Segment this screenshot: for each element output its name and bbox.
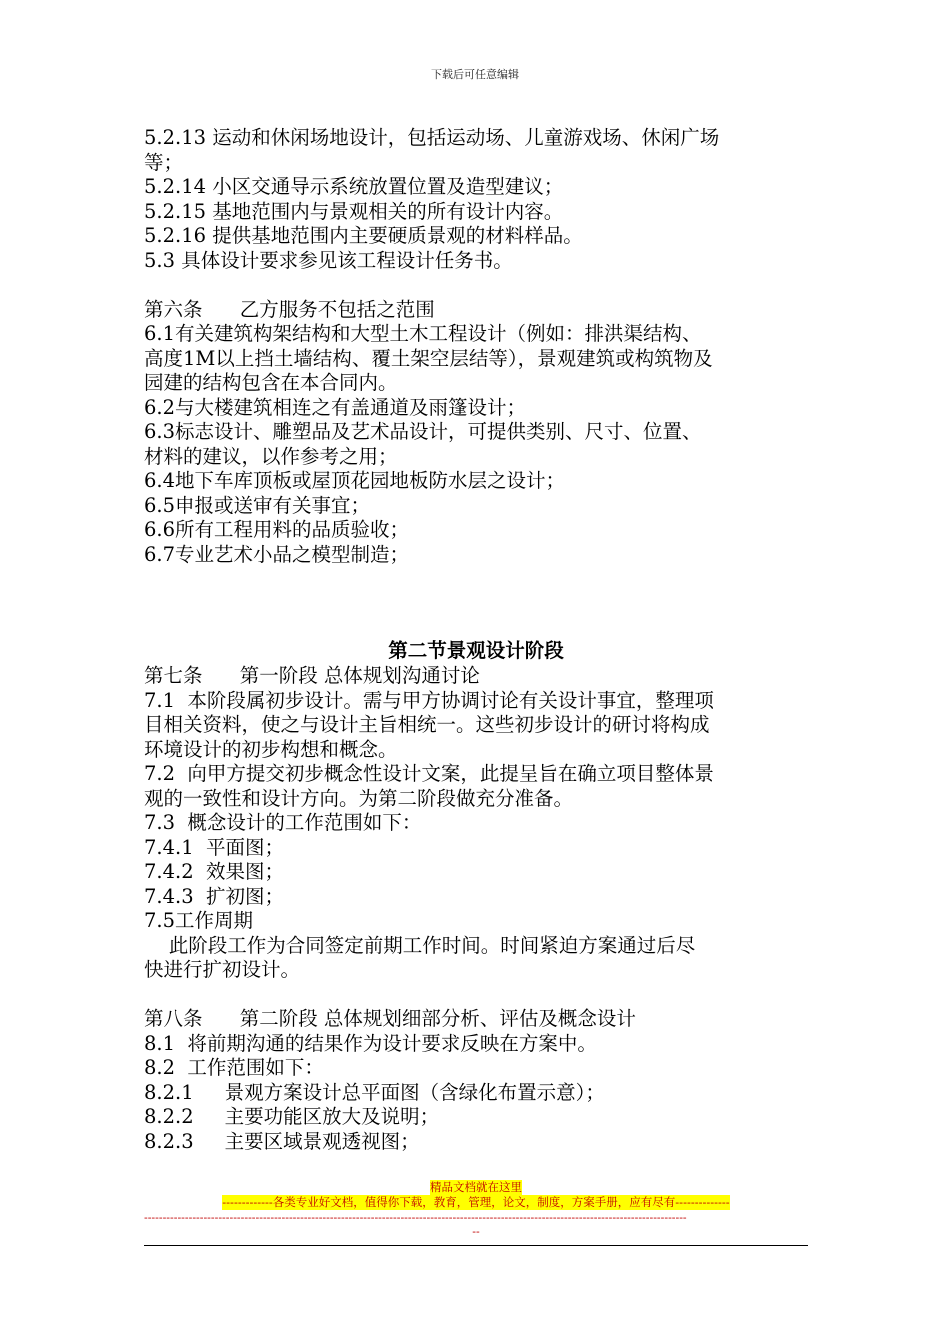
text-line: 6.1有关建筑构架结构和大型土木工程设计（例如：排洪渠结构、 — [144, 322, 702, 345]
text-line: 7.4.2 效果图； — [144, 860, 285, 883]
text-line: 5.3 具体设计要求参见该工程设计任务书。 — [144, 248, 513, 272]
page-footer — [144, 1180, 808, 1239]
text-line: 5.2.16 提供基地范围内主要硬质景观的材料样品。 — [144, 224, 583, 247]
footer-rule — [144, 1245, 808, 1246]
text-line: 8.2.3 主要区域景观透视图； — [144, 1129, 420, 1153]
text-line: 7.5工作周期 — [144, 909, 254, 932]
text-line: 6.5申报或送审有关事宜； — [144, 493, 371, 517]
footer-slogan: 精品文档就在这里 — [430, 1180, 522, 1194]
text-line: 7.4.3 扩初图； — [144, 884, 285, 908]
article-6 — [144, 298, 808, 568]
text-line: 6.4地下车库顶板或屋顶花园地板防水层之设计； — [144, 469, 566, 492]
article-heading: 第七条 第一阶段 总体规划沟通讨论 — [144, 664, 480, 687]
text-line: 6.7专业艺术小品之模型制造； — [144, 542, 410, 566]
document-body — [144, 126, 808, 1154]
text-line: 等； — [144, 150, 184, 174]
blank-line — [144, 983, 808, 1008]
text-line: 5.2.13 运动和休闲场地设计，包括运动场、儿童游戏场、休闲广场 — [144, 126, 720, 149]
blank-line — [144, 273, 808, 298]
text-line: 5.2.14 小区交通导示系统放置位置及造型建议； — [144, 175, 564, 198]
text-line: 快进行扩初设计。 — [144, 958, 301, 981]
text-line: 7.3 概念设计的工作范围如下： — [144, 811, 422, 834]
page-header-note: 下载后可任意编辑 — [431, 68, 519, 81]
text-line: 目相关资料，使之与设计主旨相统一。这些初步设计的研讨将构成 — [144, 713, 710, 736]
text-line: 7.1 本阶段属初步设计。需与甲方协调讨论有关设计事宜，整理项 — [144, 688, 714, 712]
footer-ad-text: -------------各类专业好文档，值得你下载，教育，管理，论文，制度，方案手册，应有尽有-------------- — [222, 1195, 730, 1209]
text-line: 环境设计的初步构想和概念。 — [144, 737, 398, 761]
text-line: 6.6所有工程用料的品质验收； — [144, 518, 410, 541]
text-line: 6.2与大楼建筑相连之有盖通道及雨篷设计； — [144, 395, 527, 419]
text-line: 8.2.1 景观方案设计总平面图（含绿化布置示意）； — [144, 1080, 605, 1104]
text-line: 高度1M以上挡土墙结构、覆土架空层结等），景观建筑或构筑物及 — [144, 346, 713, 370]
article-heading: 第六条 乙方服务不包括之范围 — [144, 297, 435, 321]
text-line: 8.2.2 主要功能区放大及说明； — [144, 1105, 440, 1128]
text-line: 7.4.1 平面图； — [144, 835, 285, 859]
text-line: 园建的结构包含在本合同内。 — [144, 371, 398, 394]
section-title: 第二节景观设计阶段 — [388, 639, 564, 662]
paragraph-group-5 — [144, 126, 808, 273]
text-line: 观的一致性和设计方向。为第二阶段做充分准备。 — [144, 786, 574, 810]
text-line: 8.1 将前期沟通的结果作为设计要求反映在方案中。 — [144, 1031, 597, 1055]
text-line: 此阶段工作为合同签定前期工作时间。时间紧迫方案通过后尽 — [144, 933, 696, 957]
footer-dash-line: -------------------------------------------------------------------------------------------------------------------------------------------------- — [144, 1211, 687, 1224]
text-line: 8.2 工作范围如下： — [144, 1056, 324, 1079]
article-8 — [144, 1007, 808, 1154]
text-line: 7.2 向甲方提交初步概念性设计文案，此提呈旨在确立项目整体景 — [144, 762, 714, 785]
article-7 — [144, 664, 808, 983]
blank-space — [144, 567, 808, 637]
article-heading: 第八条 第二阶段 总体规划细部分析、评估及概念设计 — [144, 1007, 636, 1030]
text-line: 6.3标志设计、雕塑品及艺术品设计，可提供类别、尺寸、位置、 — [144, 420, 702, 443]
footer-dash-end: -- — [472, 1225, 480, 1238]
text-line: 材料的建议，以作参考之用； — [144, 444, 398, 468]
text-line: 5.2.15 基地范围内与景观相关的所有设计内容。 — [144, 199, 564, 223]
